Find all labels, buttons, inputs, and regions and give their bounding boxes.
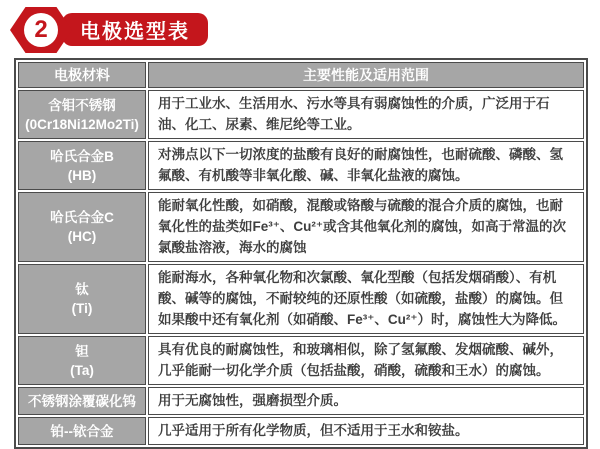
table-row bbox=[18, 336, 584, 385]
table-row bbox=[18, 417, 584, 445]
material-name: 哈氏合金B bbox=[50, 148, 114, 164]
electrode-selection-table bbox=[14, 58, 588, 449]
material-name: 钽 bbox=[75, 343, 89, 359]
badge-number: 2 bbox=[34, 16, 48, 43]
page-title: 电极选型表 bbox=[80, 21, 190, 43]
material-cell bbox=[18, 387, 146, 415]
material-cell bbox=[18, 336, 146, 385]
material-code: (HC) bbox=[67, 229, 97, 244]
description-cell: 对沸点以下一切浓度的盐酸有良好的耐腐蚀性，也耐硫酸、磷酸、氢氟酸、有机酸等非氧化酸、碱、非氧化盐液的腐蚀。 bbox=[148, 141, 584, 190]
table-row bbox=[18, 141, 584, 190]
col-header-material: 电极材料 bbox=[18, 62, 146, 88]
badge-circle bbox=[24, 13, 58, 47]
description-cell: 几乎适用于所有化学物质，但不适用于王水和铵盐。 bbox=[148, 417, 584, 445]
material-code: (0Cr18Ni12Mo2Ti) bbox=[25, 116, 139, 132]
page-header bbox=[0, 0, 600, 58]
step-badge bbox=[10, 7, 72, 53]
table-row bbox=[18, 192, 584, 262]
material-name: 钛 bbox=[75, 282, 89, 297]
material-code: (Ta) bbox=[70, 362, 94, 378]
table-row bbox=[18, 264, 584, 334]
material-code: (HB) bbox=[67, 167, 97, 183]
col-header-performance: 主要性能及适用范围 bbox=[148, 62, 584, 88]
table-row bbox=[18, 387, 584, 415]
material-cell bbox=[18, 192, 146, 262]
table-header-row bbox=[18, 62, 584, 88]
material-cell bbox=[18, 417, 146, 445]
material-cell bbox=[18, 141, 146, 190]
description-cell: 用于工业水、生活用水、污水等具有弱腐蚀性的介质，广泛用于石油、化工、尿素、维尼纶等工业。 bbox=[148, 90, 584, 139]
title-banner bbox=[62, 13, 208, 46]
description-cell: 能耐海水，各种氧化物和次氯酸、氧化型酸（包括发烟硝酸）、有机酸、碱等的腐蚀，不耐较纯的还原性酸（如硫酸，盐酸）的腐蚀。但如果酸中还有氧化剂（如硝酸、Fe³⁺、Cu²⁺）时，腐蚀性大为降低。 bbox=[148, 264, 584, 334]
description-cell: 用于无腐蚀性，强磨损型介质。 bbox=[148, 387, 584, 415]
table-row bbox=[18, 90, 584, 139]
material-name: 铂--铱合金 bbox=[50, 423, 114, 439]
material-cell bbox=[18, 264, 146, 334]
description-cell: 具有优良的耐腐蚀性，和玻璃相似，除了氢氟酸、发烟硫酸、碱外，几乎能耐一切化学介质（包括盐酸，硝酸，硫酸和王水）的腐蚀。 bbox=[148, 336, 584, 385]
material-name: 不锈钢涂覆碳化钨 bbox=[28, 393, 136, 409]
material-name: 哈氏合金C bbox=[50, 210, 114, 225]
description-cell: 能耐氧化性酸，如硝酸，混酸或铬酸与硫酸的混合介质的腐蚀，也耐氧化性的盐类如Fe³⁺、Cu²⁺或含其他氧化剂的腐蚀，如高于常温的次氯酸盐溶液，海水的腐蚀 bbox=[148, 192, 584, 262]
material-code: (Ti) bbox=[71, 301, 93, 316]
material-name: 含钼不锈钢 bbox=[48, 97, 116, 113]
material-cell bbox=[18, 90, 146, 139]
